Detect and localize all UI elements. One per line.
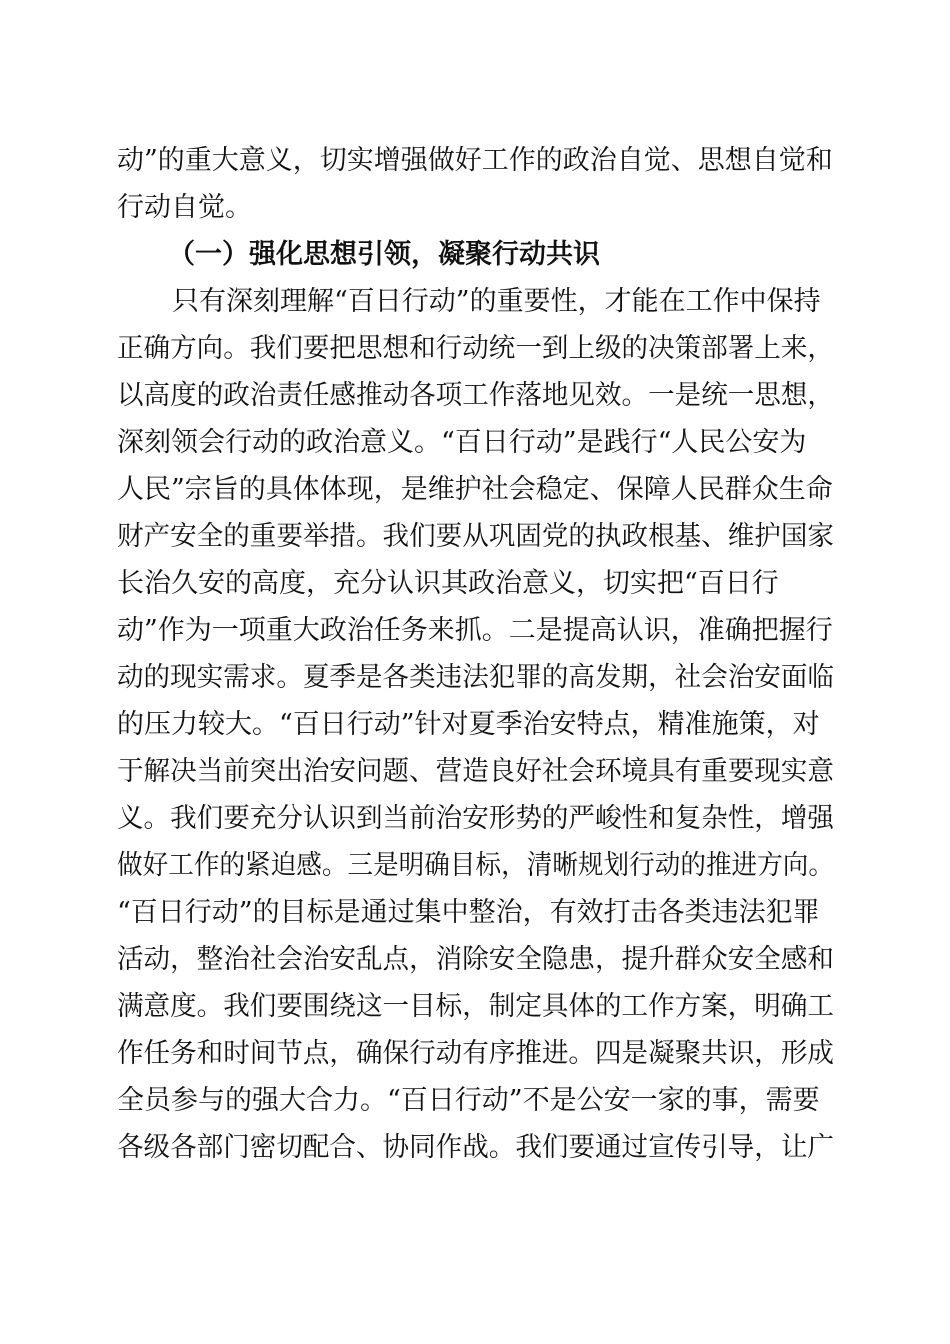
text-line: 全员参与的强大合力。“百日行动”不是公安一家的事，需要 — [117, 1085, 820, 1116]
text-line: 深刻领会行动的政治意义。“百日行动”是践行“人民公安为 — [117, 427, 807, 458]
text-line: 做好工作的紧迫感。三是明确目标，清晰规划行动的推进方向。 — [117, 850, 834, 881]
text-line: 的压力较大。“百日行动”针对夏季治安特点，精准施策，对 — [117, 709, 820, 740]
paragraph-first-line: 只有深刻理解“百日行动”的重要性，才能在工作中保持 — [172, 286, 821, 317]
text-line: 各级各部门密切配合、协同作战。我们要通过宣传引导，让广 — [117, 1132, 834, 1163]
text-line: 义。我们要充分认识到当前治安形势的严峻性和复杂性，增强 — [117, 803, 834, 834]
text-line: 活动，整治社会治安乱点，消除安全隐患，提升群众安全感和 — [117, 944, 834, 975]
text-line: “百日行动”的目标是通过集中整治，有效打击各类违法犯罪 — [117, 897, 820, 928]
text-line: 财产安全的重要举措。我们要从巩固党的执政根基、维护国家 — [117, 521, 834, 552]
section-heading: （一）强化思想引领，凝聚行动共识 — [168, 239, 600, 270]
text-line: 于解决当前突出治安问题、营造良好社会环境具有重要现实意 — [117, 756, 834, 787]
text-line: 以高度的政治责任感推动各项工作落地见效。一是统一思想， — [117, 380, 834, 411]
text-line: 满意度。我们要围绕这一目标，制定具体的工作方案，明确工 — [117, 991, 834, 1022]
text-line: 长治久安的高度，充分认识其政治意义，切实把“百日行 — [117, 568, 779, 599]
text-line: 人民”宗旨的具体体现，是维护社会稳定、保障人民群众生命 — [117, 474, 833, 505]
text-line: 正确方向。我们要把思想和行动统一到上级的决策部署上来， — [117, 333, 834, 364]
text-line: 行动自觉。 — [117, 192, 252, 223]
text-line: 动”的重大意义，切实增强做好工作的政治自觉、思想自觉和 — [117, 145, 833, 176]
text-line: 动的现实需求。夏季是各类违法犯罪的高发期，社会治安面临 — [117, 662, 834, 693]
text-line: 动”作为一项重大政治任务来抓。二是提高认识，准确把握行 — [117, 615, 833, 646]
text-line: 作任务和时间节点，确保行动有序推进。四是凝聚共识，形成 — [117, 1038, 834, 1069]
